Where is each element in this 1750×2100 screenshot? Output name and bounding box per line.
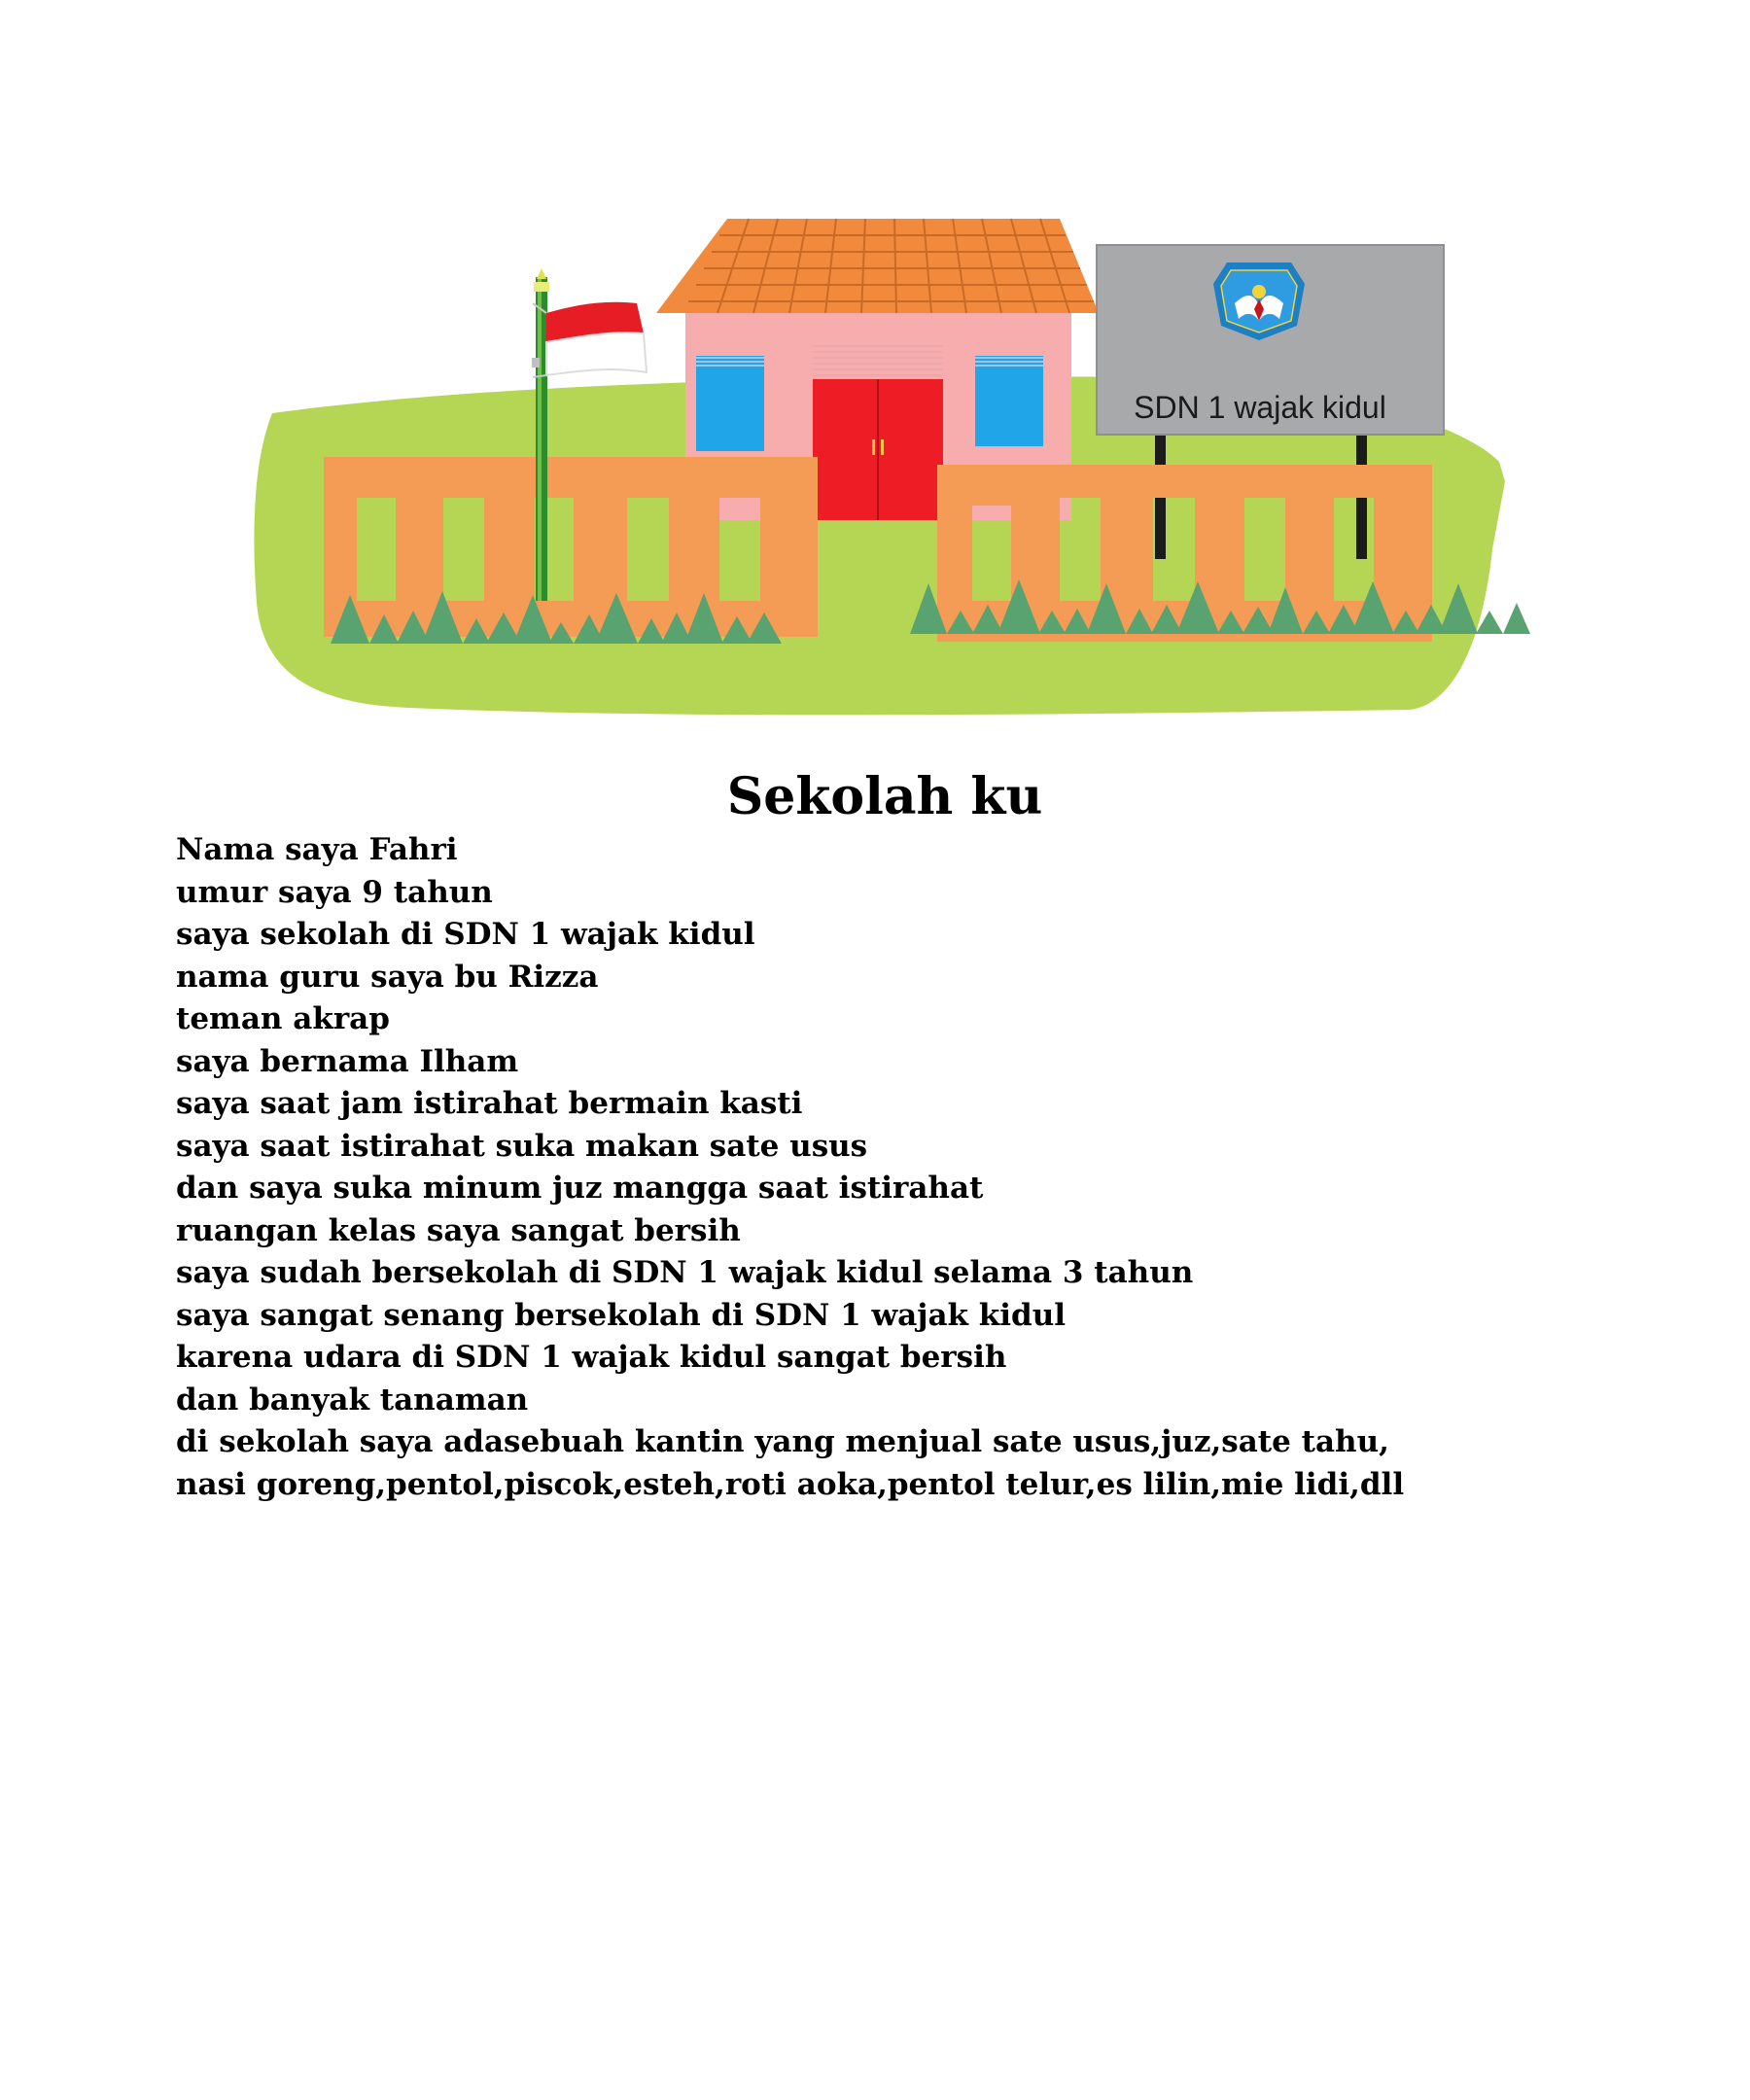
story-line: saya sangat senang bersekolah di SDN 1 wajak kidul — [176, 1297, 1067, 1333]
indonesian-flag-icon — [533, 302, 647, 377]
story-line: saya saat istirahat suka makan sate usus — [176, 1128, 868, 1164]
story-line: dan saya suka minum juz mangga saat istirahat — [176, 1171, 984, 1206]
story-line: saya bernama Ilham — [176, 1043, 519, 1079]
story-line: ruangan kelas saya sangat bersih — [176, 1212, 741, 1248]
window-right — [975, 356, 1043, 446]
story-line: teman akrap — [176, 1001, 390, 1036]
roof — [656, 219, 1099, 313]
school-sign-board — [1097, 245, 1444, 435]
story-line: umur saya 9 tahun — [176, 874, 493, 910]
sign-text: SDN 1 wajak kidul — [1134, 390, 1386, 425]
story-line: dan banyak tanaman — [176, 1382, 529, 1418]
story-line: saya sekolah di SDN 1 wajak kidul — [176, 917, 755, 952]
school-illustration — [0, 0, 1750, 739]
story-line: di sekolah saya adasebuah kantin yang menjual sate usus,juz,sate tahu, — [176, 1424, 1389, 1459]
story-line: saya sudah bersekolah di SDN 1 wajak kidul selama 3 tahun — [176, 1255, 1194, 1290]
story-line: karena udara di SDN 1 wajak kidul sangat bersih — [176, 1340, 1007, 1375]
story-line: nama guru saya bu Rizza — [176, 959, 599, 995]
story-line: saya saat jam istirahat bermain kasti — [176, 1086, 803, 1121]
story-line: Nama saya Fahri — [176, 832, 458, 867]
story-text — [176, 829, 1693, 1506]
story-line: nasi goreng,pentol,piscok,esteh,roti aoka,pentol telur,es lilin,mie lidi,dll — [176, 1466, 1405, 1502]
page-title: Sekolah ku — [726, 767, 1043, 826]
window-left — [696, 356, 764, 451]
